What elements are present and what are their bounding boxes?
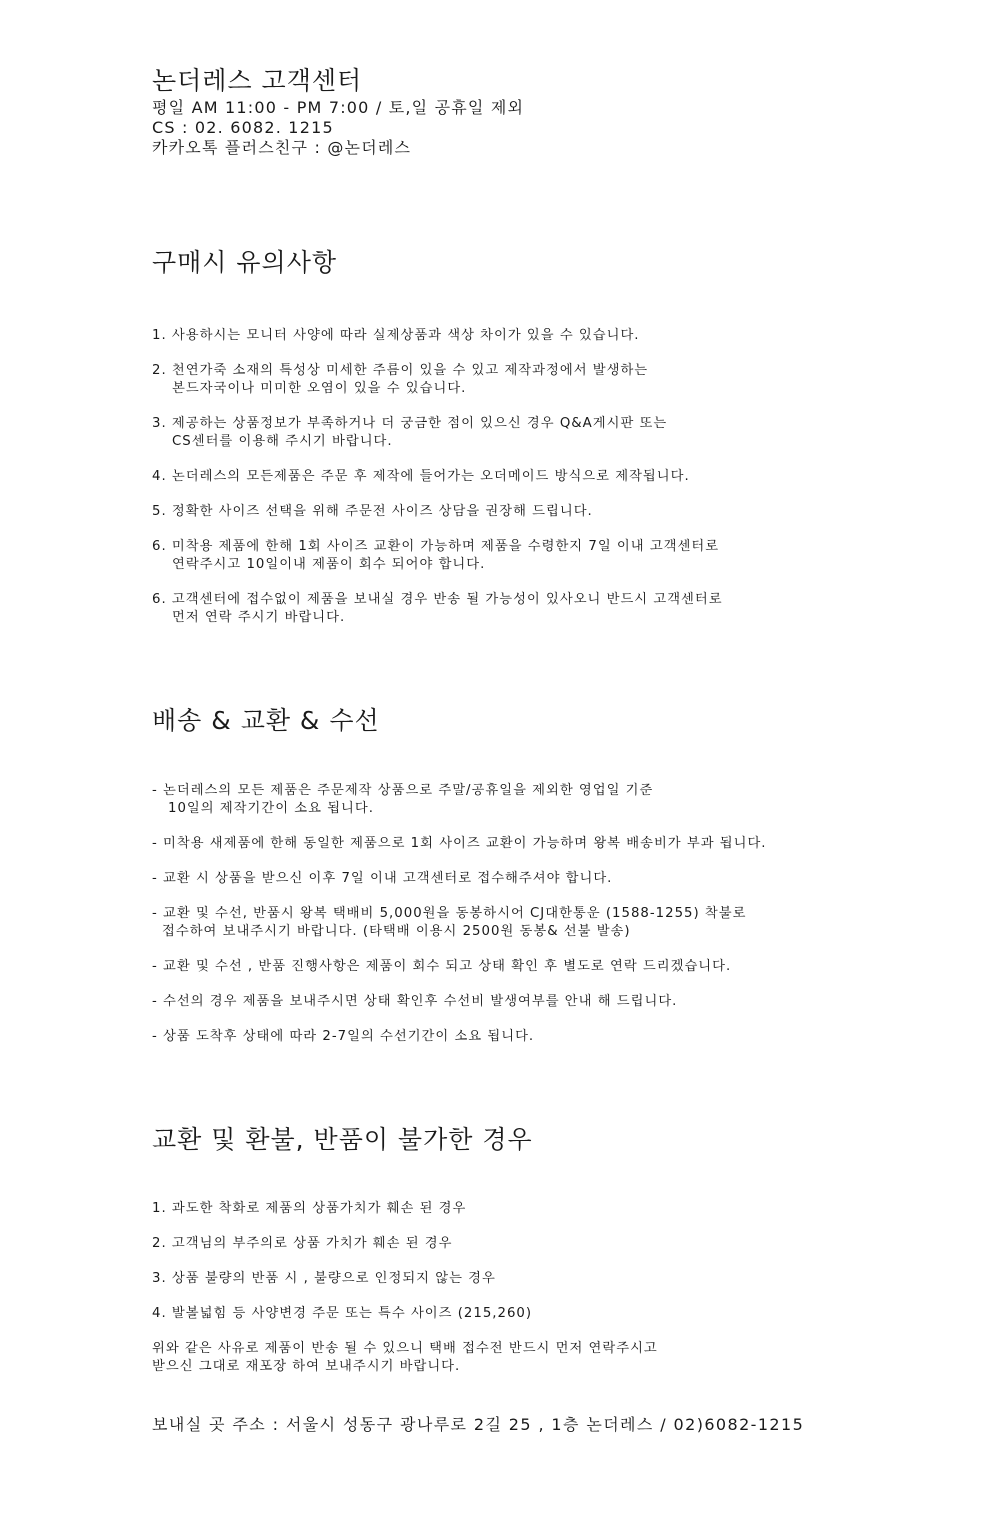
return-notice-line: 위와 같은 사유로 제품이 반송 될 수 있으니 택배 접수전 반드시 먼저 연락주시고 [152,1341,658,1356]
item-continuation: 연락주시고 10일이내 제품이 회수 되어야 합니다. [172,557,486,572]
item-text: 6. 미착용 제품에 한해 1회 사이즈 교환이 가능하며 제품을 수령한지 7일 이내 고객센터로 [152,539,720,554]
purchase-notice-section [152,246,972,627]
item-text: - 미착용 새제품에 한해 동일한 제품으로 1회 사이즈 교환이 가능하며 왕복 배송비가 부과 됩니다. [152,836,767,851]
list-item [152,327,972,345]
item-text: 5. 정확한 사이즈 선택을 위해 주문전 사이즈 상담을 권장해 드립니다. [152,504,593,519]
item-continuation: 본드자국이나 미미한 오염이 있을 수 있습니다. [172,381,467,396]
return-notice [152,1340,972,1376]
business-hours: 평일 AM 11:00 - PM 7:00 / 토,일 공휴일 제외 [152,98,525,117]
item-text: 1. 사용하시는 모니터 사양에 따라 실제상품과 색상 차이가 있을 수 있습니다. [152,328,640,343]
shipping-exchange-repair-list [152,782,972,1046]
list-item [152,1028,972,1046]
list-item [152,958,972,976]
list-item: 2. 고객님의 부주의로 상품 가치가 훼손 된 경우 [152,1236,453,1251]
cs-phone: CS : 02. 6082. 1215 [152,118,334,137]
shipping-exchange-repair-title: 배송 & 교환 & 수선 [152,706,380,735]
list-item [152,870,972,888]
item-text: 2. 천연가죽 소재의 특성상 미세한 주름이 있을 수 있고 제작과정에서 발생하는 [152,363,649,378]
list-item: 1. 과도한 착화로 제품의 상품가치가 훼손 된 경우 [152,1201,467,1216]
list-item [152,905,972,941]
non-refundable-title: 교환 및 환불, 반품이 불가한 경우 [152,1125,533,1154]
list-item [152,415,972,451]
return-address: 보내실 곳 주소 : 서울시 성동구 광나루로 2길 25 , 1층 논더레스 / 02)6082-1215 [152,1415,805,1434]
list-item [152,503,972,521]
list-item [152,538,972,574]
item-text: 4. 논더레스의 모든제품은 주문 후 제작에 들어가는 오더메이드 방식으로 제작됩니다. [152,469,690,484]
kakao-plus-friend: 카카오톡 플러스친구 : @논더레스 [152,138,412,157]
purchase-notice-title: 구매시 유의사항 [152,248,337,277]
list-item: 3. 상품 불량의 반품 시 , 불량으로 인정되지 않는 경우 [152,1271,496,1286]
item-text: 3. 제공하는 상품정보가 부족하거나 더 궁금한 점이 있으신 경우 Q&A게시판 또는 [152,416,668,431]
list-item [152,362,972,398]
item-text: - 수선의 경우 제품을 보내주시면 상태 확인후 수선비 발생여부를 안내 해 드립니다. [152,994,678,1009]
item-continuation: 먼저 연락 주시기 바랍니다. [172,610,346,625]
item-text: - 교환 시 상품을 받으신 이후 7일 이내 고객센터로 접수해주셔야 합니다. [152,871,613,886]
list-item [152,993,972,1011]
item-text: - 상품 도착후 상태에 따라 2-7일의 수선기간이 소요 됩니다. [152,1029,535,1044]
item-continuation: CS센터를 이용해 주시기 바랍니다. [172,434,393,449]
list-item [152,468,972,486]
item-continuation: 10일의 제작기간이 소요 됩니다. [168,801,374,816]
non-refundable-section [152,1123,972,1376]
customer-center-title: 논더레스 고객센터 [152,66,363,95]
non-refundable-list [152,1200,972,1323]
item-text: 6. 고객센터에 접수없이 제품을 보내실 경우 반송 될 가능성이 있사오니 반드시 고객센터로 [152,592,723,607]
list-item: 4. 발볼넓힘 등 사양변경 주문 또는 특수 사이즈 (215,260) [152,1306,533,1321]
item-text: - 교환 및 수선 , 반품 진행사항은 제품이 회수 되고 상태 확인 후 별도로 연락 드리겠습니다. [152,959,732,974]
list-item [152,591,972,627]
page [152,64,972,1436]
list-item [152,835,972,853]
shipping-exchange-repair-section [152,704,972,1046]
item-continuation: 접수하여 보내주시기 바랍니다. (타택배 이용시 2500원 동봉& 선불 발송) [162,924,631,939]
return-notice-line: 받으신 그대로 재포장 하여 보내주시기 바랍니다. [152,1359,461,1374]
customer-center-block [152,64,972,158]
list-item [152,782,972,818]
item-text: - 교환 및 수선, 반품시 왕복 택배비 5,000원을 동봉하시어 CJ대한통운 (1588-1255) 착불로 [152,906,747,921]
purchase-notice-list [152,327,972,627]
item-text: - 논더레스의 모든 제품은 주문제작 상품으로 주말/공휴일을 제외한 영업일 기준 [152,783,654,798]
